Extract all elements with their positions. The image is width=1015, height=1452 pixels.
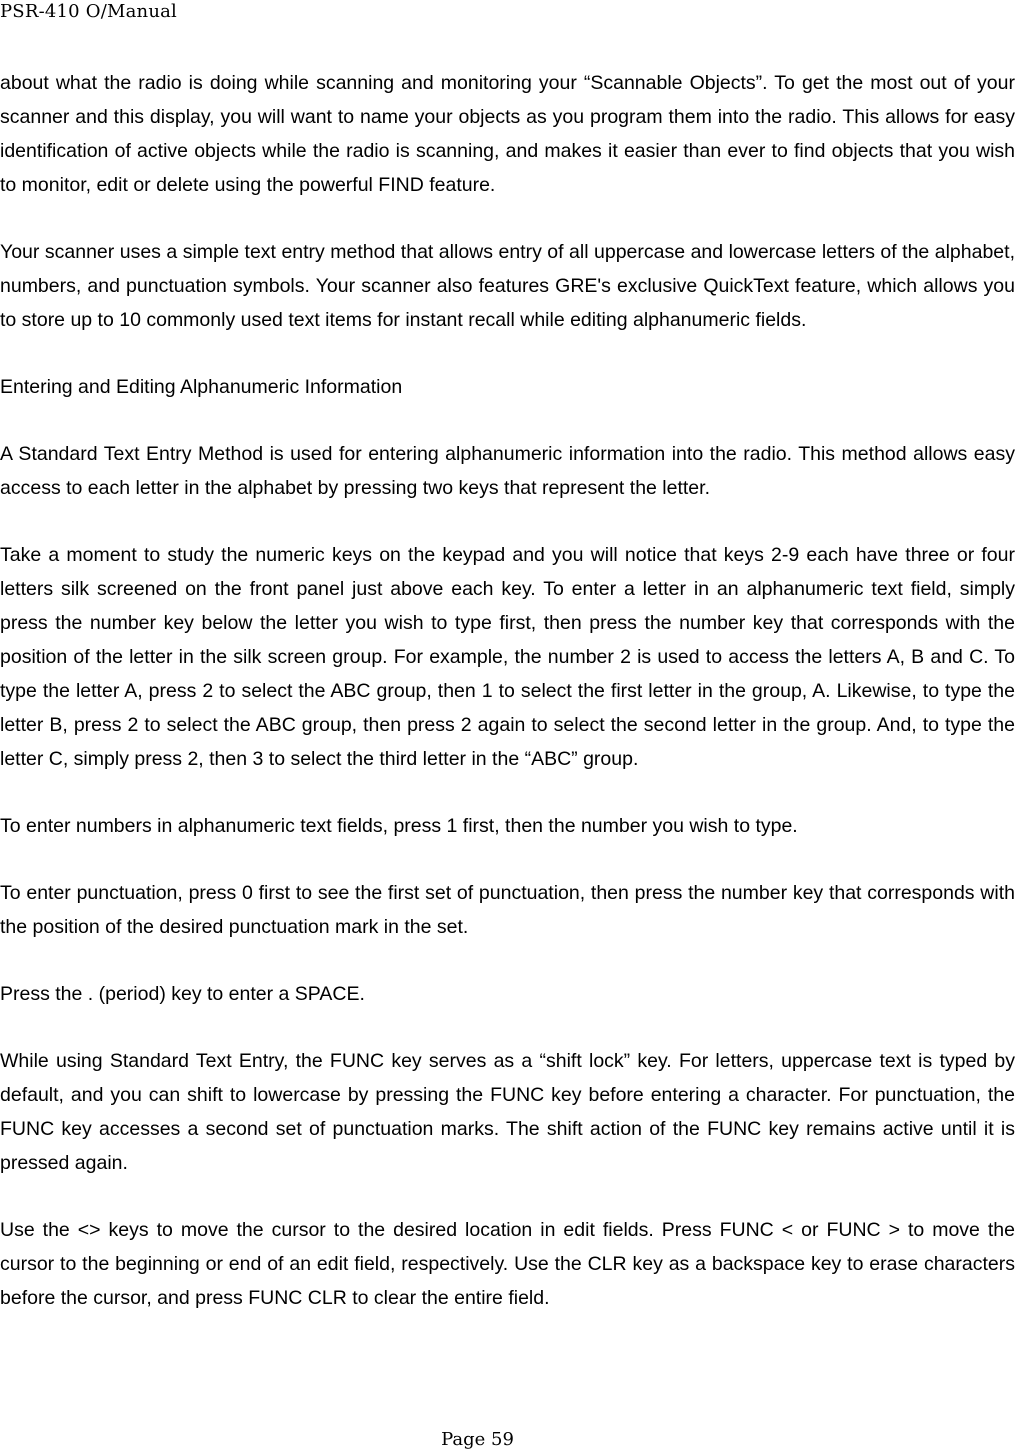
paragraph-numbers: To enter numbers in alphanumeric text fields, press 1 first, then the number you wish to type. bbox=[0, 815, 798, 837]
page-header: PSR-410 O/Manual bbox=[0, 1, 178, 22]
paragraph-cursor-keys: Use the <> keys to move the cursor to the desired location in edit fields. Press FUNC < or FUNC > to move the cursor to the beginning or end of an edit field, respectively. Use the CLR key as a backspace key to erase characters before the cursor, and press FUNC CLR to clear the entire field. bbox=[0, 1219, 1015, 1309]
document-body bbox=[0, 66, 1015, 1348]
paragraph-punctuation: To enter punctuation, press 0 first to see the first set of punctuation, then press the number key that corresponds with the position of the desired punctuation mark in the set. bbox=[0, 882, 1015, 938]
paragraph-func-shift: While using Standard Text Entry, the FUNC key serves as a “shift lock” key. For letters, uppercase text is typed by default, and you can shift to lowercase by pressing the FUNC key before entering a character. For punctuation, the FUNC key accesses a second set of punctuation marks. The shift action of the FUNC key remains active until it is pressed again. bbox=[0, 1050, 1015, 1174]
paragraph-display-intro: about what the radio is doing while scanning and monitoring your “Scannable Objects”. To get the most out of your scanner and this display, you will want to name your objects as you program them into the radio. This allows for easy identification of active objects while the radio is scanning, and makes it easier than ever to find objects that you wish to monitor, edit or delete using the powerful FIND feature. bbox=[0, 72, 1015, 196]
paragraph-text-entry-overview: Your scanner uses a simple text entry method that allows entry of all uppercase and lowercase letters of the alphabet, numbers, and punctuation symbols. Your scanner also features GRE's exclusive QuickText feature, which allows you to store up to 10 commonly used text items for instant recall while editing alphanumeric fields. bbox=[0, 241, 1015, 331]
section-heading: Entering and Editing Alphanumeric Information bbox=[0, 376, 403, 398]
paragraph-standard-method: A Standard Text Entry Method is used for entering alphanumeric information into the radio. This method allows easy access to each letter in the alphabet by pressing two keys that represent the letter. bbox=[0, 443, 1015, 499]
paragraph-space: Press the . (period) key to enter a SPACE. bbox=[0, 983, 365, 1005]
paragraph-keypad-letters: Take a moment to study the numeric keys on the keypad and you will notice that keys 2-9 each have three or four letters silk screened on the front panel just above each key. To enter a letter in an alphanumeric text field, simply press the number key below the letter you wish to type first, then press the number key that corresponds with the position of the letter in the silk screen group. For example, the number 2 is used to access the letters A, B and C. To type the letter A, press 2 to select the ABC group, then 1 to select the first letter in the group, A. Likewise, to type the letter B, press 2 to select the ABC group, then press 2 again to select the second letter in the group. And, to type the letter C, simply press 2, then 3 to select the third letter in the “ABC” group. bbox=[0, 544, 1015, 770]
page-number: Page 59 bbox=[441, 1429, 514, 1450]
